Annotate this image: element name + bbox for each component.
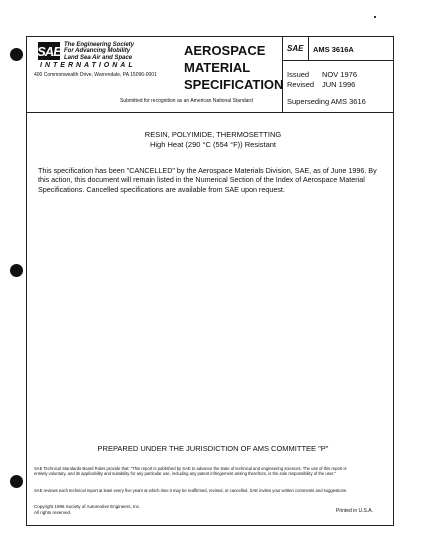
org-address: 400 Commonwealth Drive, Warrendale, PA 15096-0001 <box>34 72 157 78</box>
doc-number: AMS 3616A <box>313 45 354 54</box>
org-international: INTERNATIONAL <box>40 62 136 69</box>
copyright: Copyright 1996 Society of Automotive Engineers, Inc. All rights reserved. <box>34 504 141 515</box>
binder-hole-icon <box>10 48 23 61</box>
printed-in: Printed in U.S.A. <box>336 508 373 514</box>
subject-line-1: RESIN, POLYIMIDE, THERMOSETTING <box>144 130 282 139</box>
revised-value: JUN 1996 <box>322 80 356 89</box>
subject-line-2: High Heat (290 °C (554 °F)) Resistant <box>149 140 277 149</box>
submitted-note: Submitted for recognition as an American National Standard <box>120 98 253 104</box>
review-notice: SAE reviews each technical report at least every five years at which time it may be reaffirmed, revised, or cancelled. SAE invites your written comments and suggestions. <box>34 488 348 493</box>
org-name: The Engineering Society For Advancing Mobility Land Sea Air and Space <box>64 42 135 61</box>
cancellation-notice: This specification has been "CANCELLED" by the Aerospace Materials Division, SAE, as of June 1996. By this action, this document will remain listed in the Numerical Section of the Index of Aerospace Material Specifications. Cancelled specifications are available from SAE upon request. <box>38 166 377 194</box>
prepared-under: PREPARED UNDER THE JURISDICTION OF AMS COMMITTEE "P" <box>97 444 329 453</box>
header-sae-divider <box>308 36 309 60</box>
binder-hole-icon <box>10 264 23 277</box>
header-divider <box>26 112 394 113</box>
header-right-divider <box>282 60 394 61</box>
revised-label: Revised <box>287 80 315 89</box>
superseding: Superseding AMS 3616 <box>287 97 366 106</box>
issued-label: Issued <box>287 70 310 79</box>
standards-notice: SAE Technical Standards Board Rules provide that: "This report is published by SAE to advance the state of technical and engineering sciences. The use of this report is entirely voluntary, and its applicability and suitability for any particular use, including any patent infringement arising therefrom, is the sole responsibility of the user." <box>34 466 347 477</box>
issued-value: NOV 1976 <box>322 70 358 79</box>
document-title: AEROSPACE MATERIAL SPECIFICATION <box>184 43 284 92</box>
sae-logo: SAE <box>37 43 61 59</box>
sae-mark: SAE <box>287 44 304 53</box>
corner-mark <box>374 16 376 18</box>
binder-hole-icon <box>10 475 23 488</box>
